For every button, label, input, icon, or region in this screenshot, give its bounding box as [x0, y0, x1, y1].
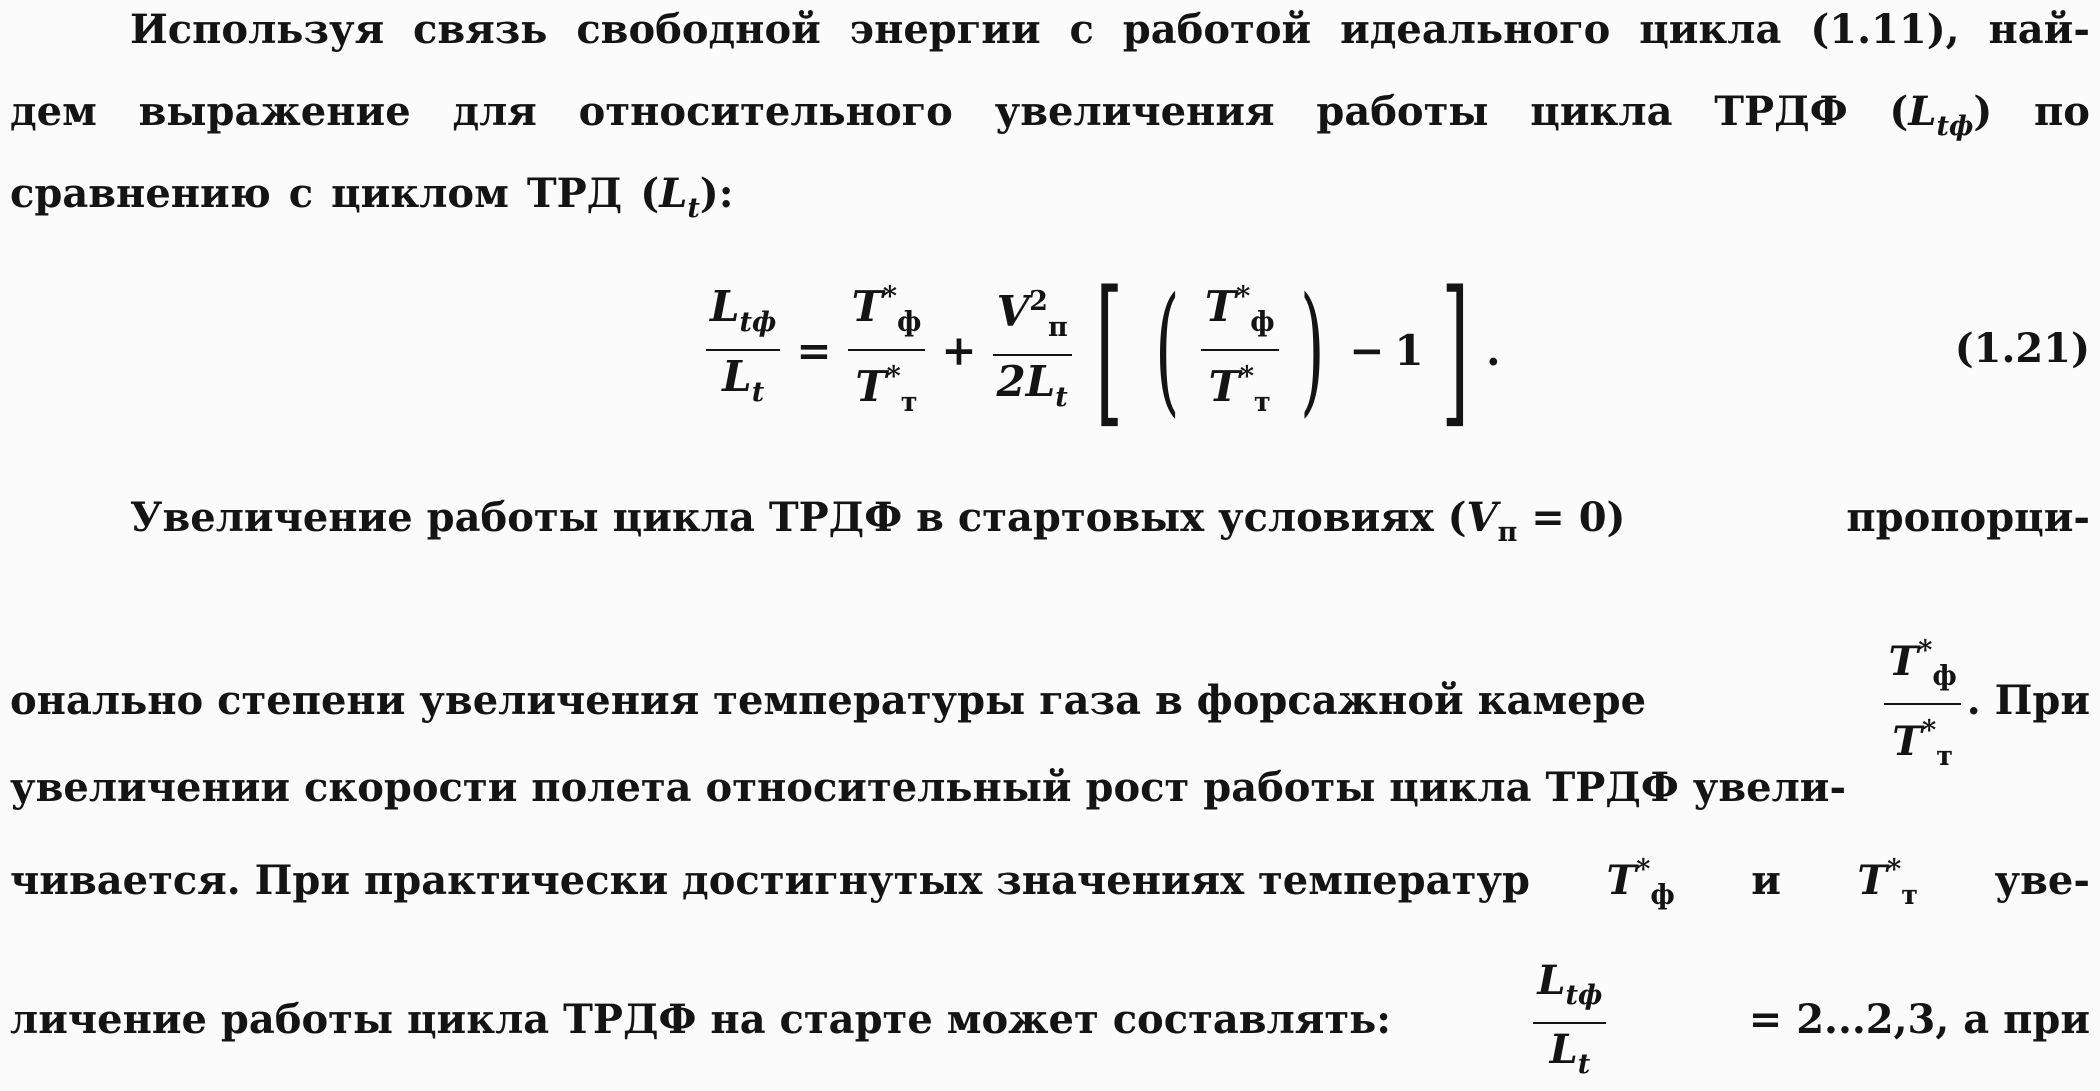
word: и — [1751, 857, 1781, 904]
word: энергии — [849, 6, 1041, 53]
text-segment: личение работы цикла ТРДФ на старте может составлять: — [10, 996, 1392, 1043]
word: уве- — [1994, 857, 2090, 904]
text-segment: Увеличение работы цикла ТРДФ в стартовых условиях $(V_п = 0)$ — [130, 494, 1626, 548]
text-segment: чивается. При практически достигнутых значениях температур — [10, 857, 1530, 904]
period: . — [1486, 325, 1501, 375]
equation-1-21 — [700, 250, 1501, 450]
constant-one: 1 — [1394, 325, 1424, 375]
word: пропорци- — [1846, 494, 2090, 541]
inline-fraction: $\frac{L_{tф}}{L_t}$ — [1527, 955, 1612, 1091]
inline-math: $(L_t)$: — [640, 170, 734, 224]
fraction-ltf-lt: $\frac{L_{tф}}{L_t}$ — [706, 281, 780, 419]
word: работы — [1316, 88, 1489, 135]
left-paren: ( — [1155, 268, 1180, 431]
word: идеального — [1340, 6, 1611, 53]
text-line — [10, 955, 2090, 1091]
word: (1.11), — [1810, 6, 1960, 53]
word: выражение — [138, 88, 411, 135]
equation-number: (1.21) — [1954, 325, 2090, 372]
inline-math: $(L_{tф})$ — [1889, 88, 1993, 142]
word: най- — [1988, 6, 2090, 53]
right-bracket: ] — [1440, 256, 1469, 443]
text-segment: увеличении скорости полета относительный рост работы цикла ТРДФ увели- — [10, 764, 1847, 811]
word: для — [452, 88, 537, 135]
text-line — [10, 758, 2090, 818]
fraction-v2-2lt: $\frac{V^2_п}{2L_t}$ — [993, 276, 1072, 424]
word: циклом — [331, 170, 509, 217]
text-line — [10, 164, 2090, 239]
word: увеличения — [994, 88, 1275, 135]
plus-sign: + — [941, 325, 977, 375]
inline-math: $T^*_ф$ — [1606, 854, 1675, 911]
word: цикла — [1530, 88, 1673, 135]
inline-math: $T^*_т$ — [1857, 854, 1919, 911]
text-line — [10, 82, 2090, 157]
word: с — [1069, 6, 1094, 53]
word: цикла — [1639, 6, 1782, 53]
word: ТРД — [526, 170, 623, 217]
text-segment: = 2...2,3, а при — [1748, 996, 2090, 1043]
word: с — [288, 170, 314, 217]
word: сравнению — [10, 170, 271, 217]
word: связь — [413, 6, 548, 53]
word: дем — [10, 88, 97, 135]
word: по — [2034, 88, 2090, 135]
inline-fraction: $\frac{T^*_ф}{T^*_т}$ . При — [1878, 625, 2090, 783]
right-paren: ) — [1299, 268, 1325, 431]
fraction-tf-tt: $\frac{T^*_ф}{T^*_т}$ — [848, 271, 926, 429]
text-segment: онально степени увеличения температуры газа в форсажной камере — [10, 677, 1647, 724]
fraction-tf-tt-inner: $\frac{T^*_ф}{T^*_т}$ — [1201, 271, 1279, 429]
word: ТРДФ — [1714, 88, 1848, 135]
minus-sign: − — [1349, 325, 1385, 375]
word: Используя — [130, 6, 385, 53]
text-line — [10, 840, 2090, 926]
text-line — [130, 0, 2090, 60]
equals-sign: = — [796, 325, 832, 375]
text-line — [130, 488, 2090, 563]
left-bracket: [ — [1094, 256, 1124, 443]
word: относительного — [578, 88, 953, 135]
word: работой — [1122, 6, 1312, 53]
word: свободной — [576, 6, 821, 53]
